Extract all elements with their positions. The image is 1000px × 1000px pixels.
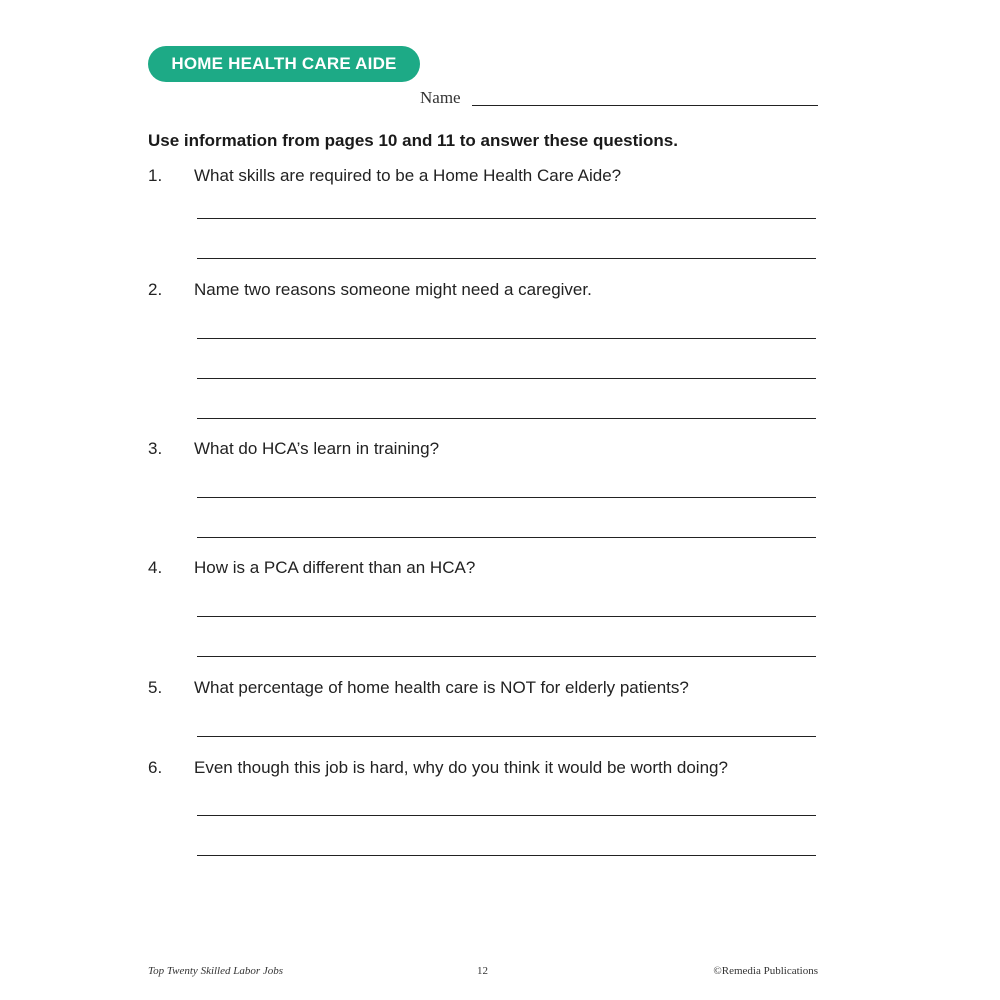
footer-page-number: 12 — [477, 965, 488, 977]
question-6 — [148, 758, 828, 782]
question-5 — [148, 678, 828, 702]
answer-line-1a[interactable] — [197, 218, 816, 219]
answer-line-2b[interactable] — [197, 378, 816, 379]
answer-line-1b[interactable] — [197, 258, 816, 259]
question-3 — [148, 439, 828, 463]
worksheet-title-badge — [148, 46, 420, 82]
question-2 — [148, 280, 828, 304]
answer-line-6a[interactable] — [197, 815, 816, 816]
question-text: What skills are required to be a Home Health Care Aide? — [194, 166, 622, 185]
answer-line-4b[interactable] — [197, 656, 816, 657]
answer-line-6b[interactable] — [197, 855, 816, 856]
question-4 — [148, 558, 828, 582]
name-field[interactable] — [420, 86, 820, 110]
question-number: 2. — [148, 280, 163, 299]
question-text: Even though this job is hard, why do you think it would be worth doing? — [194, 758, 728, 777]
instructions: Use information from pages 10 and 11 to answer these questions. — [148, 131, 678, 150]
question-number: 4. — [148, 558, 163, 577]
question-text: How is a PCA different than an HCA? — [194, 558, 476, 577]
footer-book-title: Top Twenty Skilled Labor Jobs — [148, 965, 284, 977]
answer-line-5a[interactable] — [197, 736, 816, 737]
question-text: What percentage of home health care is NOT for elderly patients? — [194, 678, 689, 697]
question-number: 1. — [148, 166, 163, 185]
question-number: 6. — [148, 758, 163, 777]
name-input-line[interactable] — [472, 105, 818, 106]
answer-line-3a[interactable] — [197, 497, 816, 498]
worksheet-title: HOME HEALTH CARE AIDE — [171, 54, 397, 73]
footer-publisher: ©Remedia Publications — [713, 965, 818, 977]
answer-line-2c[interactable] — [197, 418, 816, 419]
question-1 — [148, 166, 828, 190]
answer-line-2a[interactable] — [197, 338, 816, 339]
question-number: 5. — [148, 678, 163, 697]
answer-line-3b[interactable] — [197, 537, 816, 538]
name-label: Name — [420, 88, 461, 107]
answer-line-4a[interactable] — [197, 616, 816, 617]
question-text: What do HCA’s learn in training? — [194, 439, 440, 458]
question-number: 3. — [148, 439, 163, 458]
question-text: Name two reasons someone might need a caregiver. — [194, 280, 592, 299]
